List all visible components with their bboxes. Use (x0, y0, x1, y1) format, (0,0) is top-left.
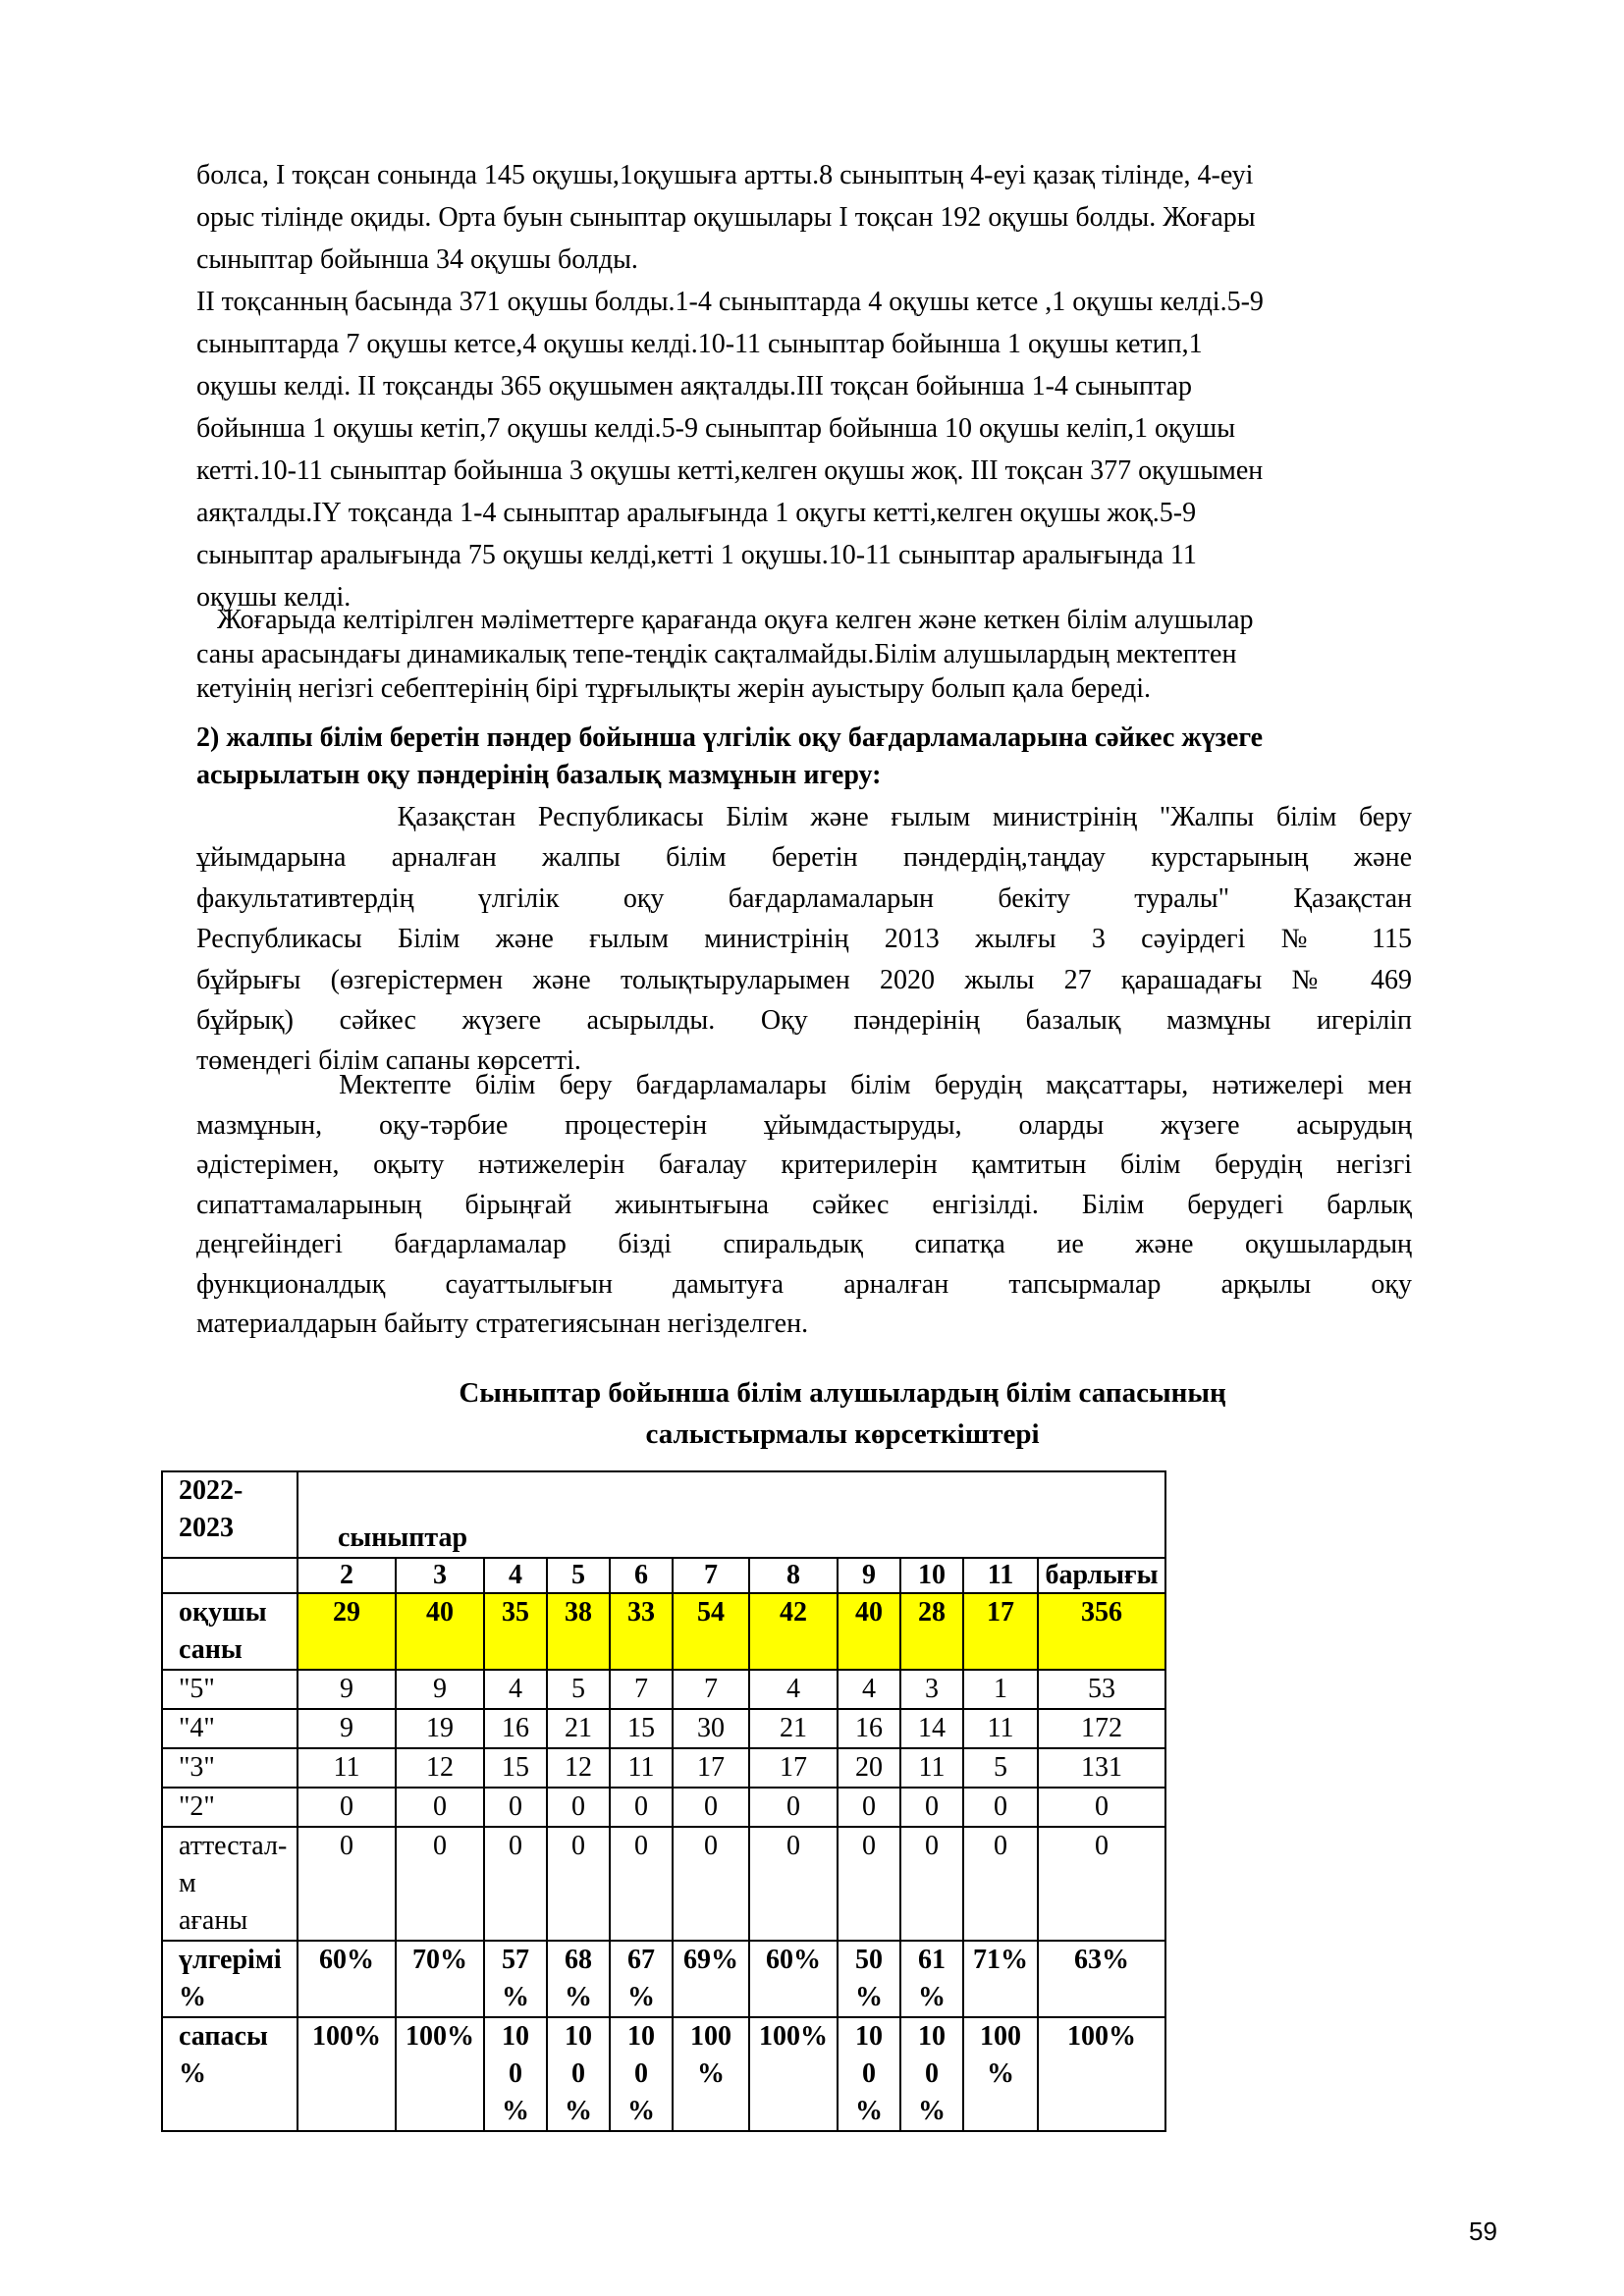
table-cell: 100 % (673, 2017, 749, 2131)
legal-basis-paragraph (196, 797, 1412, 1082)
table-cell: 0 (749, 1827, 838, 1941)
table-cell: 20 (838, 1748, 900, 1788)
text-line: материалдарын байыту стратегиясынан негізделген. (196, 1308, 809, 1339)
table-cell: 0 (900, 1827, 963, 1941)
text-line: Қазақстан Республикасы Білім және ғылым министрінің "Жалпы білім беру (196, 802, 1412, 832)
text-line: мазмұнын, оқу-тәрбие процестерін ұйымдастыруды, оларды жүзеге асырудың (196, 1109, 1412, 1141)
table-cell: 172 (1038, 1709, 1165, 1748)
table-cell: 0 (900, 1788, 963, 1827)
table-cell: 0 (484, 1827, 547, 1941)
intro-paragraph (196, 154, 1264, 618)
table-cell: 4 (484, 1670, 547, 1709)
table-cell: 100% (298, 2017, 396, 2131)
table-cell: 0 (1038, 1827, 1165, 1941)
table-title-line: Сыныптар бойынша білім алушылардың білім сапасының (459, 1377, 1226, 1409)
table-columns-row (162, 1558, 1165, 1593)
table-cell: 100% (749, 2017, 838, 2131)
text-line: кетуінің негізгі себептерінің бірі тұрғылықты жерін ауыстыру болып қала береді. (196, 673, 1151, 704)
table-cell: 131 (1038, 1748, 1165, 1788)
table-row (162, 2017, 1165, 2131)
table-cell: 12 (396, 1748, 484, 1788)
year-cell: 2022-2023 (162, 1471, 298, 1558)
table-cell: 9 (396, 1670, 484, 1709)
table-cell: 10 0 % (610, 2017, 673, 2131)
table-row (162, 1941, 1165, 2017)
table-cell: 1 (963, 1670, 1038, 1709)
text-line: факультативтердің үлгілік оқу бағдарламаларын бекіту туралы" Қазақстан (196, 882, 1412, 914)
table-cell: 17 (749, 1748, 838, 1788)
quality-table (161, 1470, 1166, 2132)
column-header: 8 (749, 1558, 838, 1593)
table-cell: 14 (900, 1709, 963, 1748)
table-cell: 10 0 % (484, 2017, 547, 2131)
text-line: бұйрық) сәйкес жүзеге асырылды. Оқу пәндерінің базалық мазмұны игеріліп (196, 1005, 1412, 1037)
table-cell: 71% (963, 1941, 1038, 2017)
table-cell: 19 (396, 1709, 484, 1748)
page-number: 59 (1469, 2216, 1497, 2246)
text-line: сыныптарда 7 оқушы кетсе,4 оқушы келді.10-11 сыныптар бойынша 1 оқушы кетип,1 (196, 329, 1203, 359)
table-cell: 57 % (484, 1941, 547, 2017)
table-row (162, 1593, 1165, 1670)
table-cell: 29 (298, 1593, 396, 1670)
section-heading (196, 720, 1263, 794)
text-line: болса, І тоқсан сонында 145 оқушы,1оқушыға артты.8 сыныптың 4-еуі қазақ тілінде, 4-еуі (196, 160, 1254, 190)
column-header: 6 (610, 1558, 673, 1593)
text-line: Мектепте білім беру бағдарламалары білім берудің мақсаттары, нәтижелері мен (196, 1070, 1412, 1100)
text-line: орыс тілінде оқиды. Орта буын сыныптар оқушылары І тоқсан 192 оқушы болды. Жоғары (196, 202, 1256, 233)
table-cell: 12 (547, 1748, 610, 1788)
table-cell: 0 (298, 1827, 396, 1941)
table-cell: 3 (900, 1670, 963, 1709)
table-cell: 0 (838, 1827, 900, 1941)
table-row (162, 1709, 1165, 1748)
row-label: "4" (162, 1709, 298, 1748)
table-cell: 0 (396, 1788, 484, 1827)
table-cell: 0 (298, 1788, 396, 1827)
table-cell: 61 % (900, 1941, 963, 2017)
table-cell: 0 (963, 1827, 1038, 1941)
table-cell: 0 (838, 1788, 900, 1827)
row-label: аттесталм ағаны (162, 1827, 298, 1941)
column-header: 4 (484, 1558, 547, 1593)
heading-line: асырылатын оқу пәндерінің базалық мазмұнын игеру: (196, 760, 882, 790)
table-cell: 69% (673, 1941, 749, 2017)
text-line: оқушы келді. ІІ тоқсанды 365 оқушымен аяқталды.ІІІ тоқсан бойынша 1-4 сыныптар (196, 371, 1192, 401)
heading-line: 2) жалпы білім беретін пәндер бойынша үлгілік оқу бағдарламаларына сәйкес жүзеге (196, 722, 1264, 753)
table-cell: 54 (673, 1593, 749, 1670)
table-cell: 30 (673, 1709, 749, 1748)
table-cell: 5 (547, 1670, 610, 1709)
table-cell: 35 (484, 1593, 547, 1670)
table-cell: 40 (396, 1593, 484, 1670)
table-cell: 16 (484, 1709, 547, 1748)
empty-cell (162, 1558, 298, 1593)
row-label: "3" (162, 1748, 298, 1788)
text-line: әдістерімен, оқыту нәтижелерін бағалау критерилерін қамтитын білім берудің негізгі (196, 1149, 1412, 1180)
table-cell: 0 (396, 1827, 484, 1941)
dynamics-paragraph (196, 603, 1254, 706)
table-cell: 10 0 % (838, 2017, 900, 2131)
column-header: 3 (396, 1558, 484, 1593)
table-cell: 100% (1038, 2017, 1165, 2131)
row-label: оқушы саны (162, 1593, 298, 1670)
table-cell: 0 (673, 1788, 749, 1827)
table-cell: 15 (484, 1748, 547, 1788)
table-cell: 63% (1038, 1941, 1165, 2017)
table-cell: 9 (298, 1709, 396, 1748)
column-header: 10 (900, 1558, 963, 1593)
table-cell: 0 (547, 1827, 610, 1941)
table-cell: 100 % (963, 2017, 1038, 2131)
programs-paragraph (196, 1066, 1412, 1345)
group-label-cell: сыныптар (298, 1471, 1165, 1558)
column-header: 5 (547, 1558, 610, 1593)
table-cell: 0 (547, 1788, 610, 1827)
table-title (157, 1372, 1528, 1455)
table-row (162, 1788, 1165, 1827)
table-cell: 4 (838, 1670, 900, 1709)
row-label: сапасы % (162, 2017, 298, 2131)
table-cell: 7 (610, 1670, 673, 1709)
table-header-row (162, 1471, 1165, 1558)
table-cell: 4 (749, 1670, 838, 1709)
table-cell: 9 (298, 1670, 396, 1709)
text-line: Жоғарыда келтірілген мәліметтерге қарағанда оқуға келген және кеткен білім алушылар (196, 605, 1254, 635)
table-cell: 0 (749, 1788, 838, 1827)
column-header: 11 (963, 1558, 1038, 1593)
table-cell: 11 (610, 1748, 673, 1788)
table-cell: 5 (963, 1748, 1038, 1788)
table-row (162, 1827, 1165, 1941)
table-cell: 40 (838, 1593, 900, 1670)
table-cell: 70% (396, 1941, 484, 2017)
table-row (162, 1748, 1165, 1788)
table-cell: 21 (749, 1709, 838, 1748)
text-line: Республикасы Білім және ғылым министрінің 2013 жылғы 3 сәуірдегі № 115 (196, 924, 1412, 955)
text-line: төмендегі білім сапаны көрсетті. (196, 1045, 581, 1077)
table-cell: 0 (610, 1788, 673, 1827)
table-cell: 67 % (610, 1941, 673, 2017)
table-cell: 356 (1038, 1593, 1165, 1670)
table-cell: 0 (1038, 1788, 1165, 1827)
table-cell: 0 (673, 1827, 749, 1941)
text-line: ІІ тоқсанның басында 371 оқушы болды.1-4 сыныптарда 4 оқушы кетсе ,1 оқушы келді.5-9 (196, 287, 1264, 317)
table-cell: 38 (547, 1593, 610, 1670)
table-cell: 11 (963, 1709, 1038, 1748)
row-label: "2" (162, 1788, 298, 1827)
column-header: 7 (673, 1558, 749, 1593)
table-cell: 15 (610, 1709, 673, 1748)
table-cell: 17 (673, 1748, 749, 1788)
table-cell: 7 (673, 1670, 749, 1709)
table-title-line: салыстырмалы көрсеткіштері (645, 1418, 1040, 1450)
table-cell: 68 % (547, 1941, 610, 2017)
text-line: ұйымдарына арналған жалпы білім беретін пәндердің,таңдау курстарының және (196, 842, 1412, 874)
column-header: барлығы (1038, 1558, 1165, 1593)
table-cell: 16 (838, 1709, 900, 1748)
table-cell: 60% (298, 1941, 396, 2017)
row-label: "5" (162, 1670, 298, 1709)
table-cell: 10 0 % (547, 2017, 610, 2131)
table-cell: 11 (900, 1748, 963, 1788)
table-cell: 28 (900, 1593, 963, 1670)
row-label: үлгерімі % (162, 1941, 298, 2017)
table-cell: 33 (610, 1593, 673, 1670)
text-line: оқушы келді. (196, 582, 352, 613)
column-header: 9 (838, 1558, 900, 1593)
table-cell: 0 (610, 1827, 673, 1941)
text-line: кетті.10-11 сыныптар бойынша 3 оқушы кетті,келген оқушы жоқ. ІІІ тоқсан 377 оқушымен (196, 455, 1264, 486)
text-line: бойынша 1 оқушы кетіп,7 оқушы келді.5-9 сыныптар бойынша 10 оқушы келіп,1 оқушы (196, 413, 1236, 444)
table-cell: 50 % (838, 1941, 900, 2017)
table-cell: 17 (963, 1593, 1038, 1670)
text-line: деңгейіндегі бағдарламалар бізді спиральдық сипатқа ие және оқушылардың (196, 1229, 1412, 1259)
table-cell: 42 (749, 1593, 838, 1670)
table-cell: 53 (1038, 1670, 1165, 1709)
text-line: аяқталды.ІҮ тоқсанда 1-4 сыныптар аралығында 1 оқугы кетті,келген оқушы жоқ.5-9 (196, 498, 1197, 528)
column-header: 2 (298, 1558, 396, 1593)
text-line: саны арасындағы динамикалық тепе-теңдік сақталмайды.Білім алушылардың мектептен (196, 639, 1237, 669)
table-row (162, 1670, 1165, 1709)
table-cell: 100% (396, 2017, 484, 2131)
text-line: бұйрығы (өзгерістермен және толықтыруларымен 2020 жылы 27 қарашадағы № 469 (196, 964, 1412, 995)
text-line: сыныптар бойынша 34 оқушы болды. (196, 244, 638, 275)
table-cell: 11 (298, 1748, 396, 1788)
table-cell: 0 (963, 1788, 1038, 1827)
text-line: функционалдық сауаттылығын дамытуға арналған тапсырмалар арқылы оқу (196, 1268, 1412, 1300)
table-cell: 0 (484, 1788, 547, 1827)
text-line: сыныптар аралығында 75 оқушы келді,кетті 1 оқушы.10-11 сыныптар аралығында 11 (196, 540, 1197, 570)
text-line: сипаттамаларының бірыңғай жиынтығына сәйкес енгізілді. Білім берудегі барлық (196, 1189, 1412, 1220)
table-cell: 10 0 % (900, 2017, 963, 2131)
table-cell: 21 (547, 1709, 610, 1748)
table-cell: 60% (749, 1941, 838, 2017)
